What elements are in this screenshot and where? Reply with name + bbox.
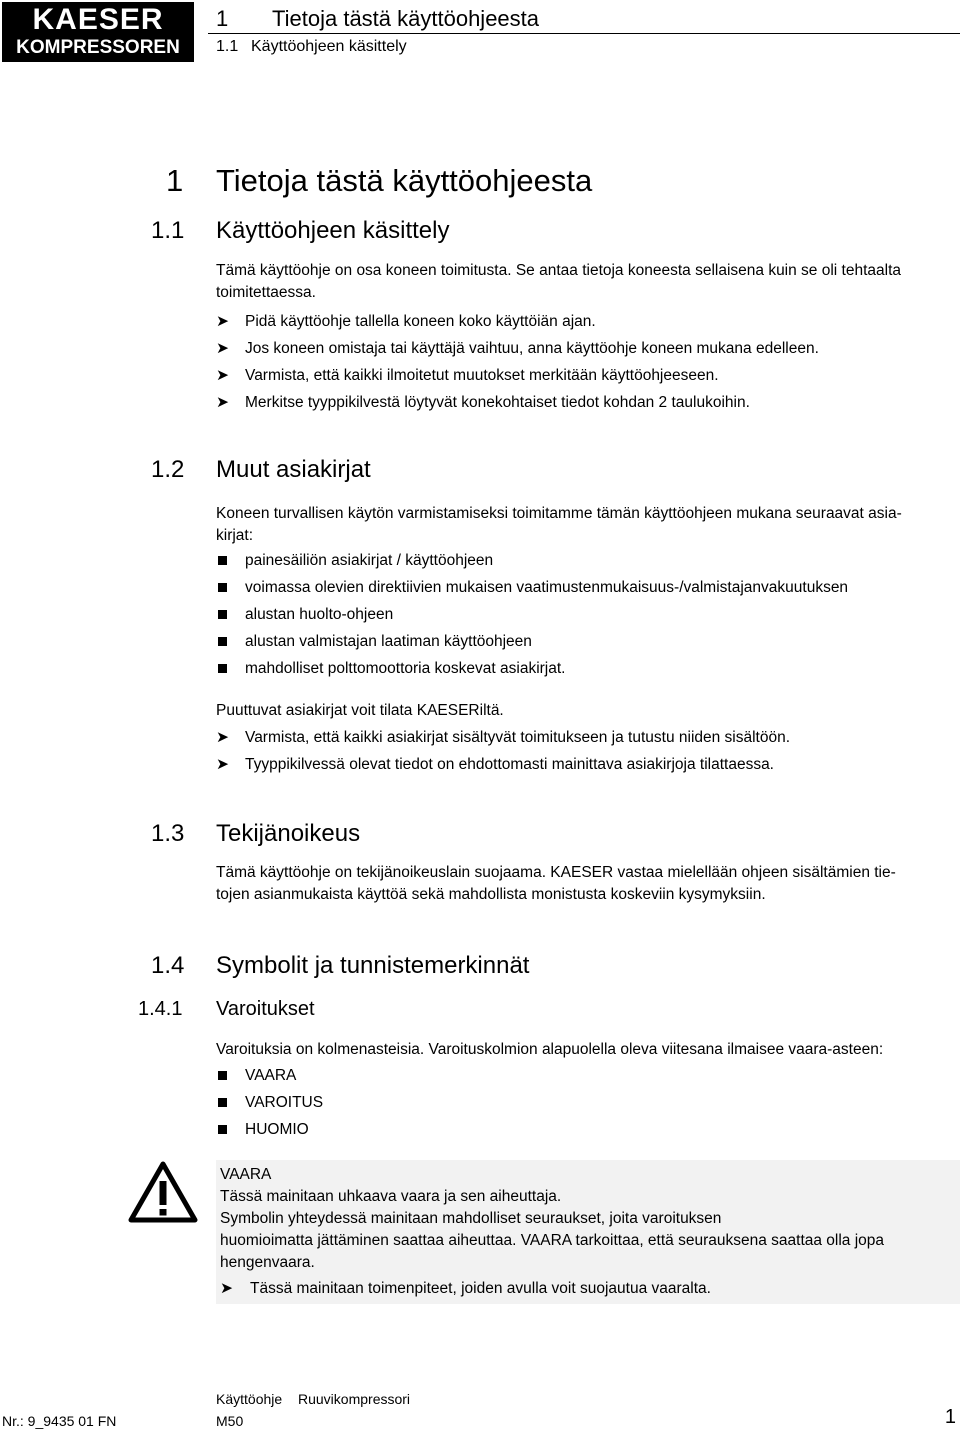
section-1-4-title: Symbolit ja tunnistemerkinnät (216, 952, 530, 979)
header-rule (208, 33, 960, 34)
warning-line: Tässä mainitaan uhkaava vaara ja sen aiheuttaja. (220, 1188, 562, 1205)
list-item (216, 601, 960, 628)
list-item (216, 389, 960, 416)
intro-line: toimitettaessa. (216, 284, 316, 301)
warning-line: hengenvaara. (220, 1254, 315, 1271)
list-item-text: VAROITUS (245, 1094, 324, 1111)
missing-documents-text: Puuttuvat asiakirjat voit tilata KAESERiltä. (216, 702, 504, 719)
list-item (216, 751, 960, 778)
list-item-text: Pidä käyttöohje tallella koneen koko käyttöiän ajan. (245, 313, 596, 330)
text-line: tojen asianmukaista käyttöä sekä mahdollista monistusta koskeviin kysymyksiin. (216, 886, 766, 903)
warning-measure-text: Tässä mainitaan toimenpiteet, joiden avulla voit suojautua vaaralta. (250, 1280, 711, 1297)
text-line: Tämä käyttöohje on tekijänoikeuslain suojaama. KAESER vastaa mielellään ohjeen sisältämien tie- (216, 864, 896, 881)
page-number: 1 (944, 1406, 956, 1428)
list-item (216, 1062, 960, 1089)
chapter-title: Tietoja tästä käyttöohjeesta (216, 163, 593, 198)
arrow-icon: ➤ (216, 367, 229, 384)
square-bullet-icon (218, 1098, 227, 1107)
section-1-4-1-title: Varoitukset (216, 998, 315, 1020)
arrow-icon: ➤ (216, 756, 229, 773)
list-item (216, 1116, 960, 1143)
header-section-title: Käyttöohjeen käsittely (251, 38, 407, 55)
list-item (216, 362, 960, 389)
warning-line: Symbolin yhteydessä mainitaan mahdolliset seuraukset, joita varoituksen (220, 1210, 722, 1227)
list-item (216, 1089, 960, 1116)
list-item-text: Jos koneen omistaja tai käyttäjä vaihtuu, anna käyttöohje koneen mukana edelleen. (245, 340, 819, 357)
section-1-3-title: Tekijänoikeus (216, 820, 361, 847)
section-1-2-number: 1.2 (151, 456, 185, 483)
section-1-2-title: Muut asiakirjat (216, 456, 371, 483)
list-item-text: mahdolliset polttomoottoria koskevat asiakirjat. (245, 660, 566, 677)
kaeser-logo (2, 2, 194, 62)
list-item (216, 724, 960, 751)
list-item-text: alustan huolto-ohjeen (245, 606, 394, 623)
section-1-2-intro (216, 503, 960, 547)
arrow-icon: ➤ (216, 340, 229, 357)
list-item (216, 628, 960, 655)
list-item-text: HUOMIO (245, 1121, 309, 1138)
intro-line: Tämä käyttöohje on osa koneen toimitusta. Se antaa tietoja koneesta sellaisena kuin se oli tehtaalta (216, 262, 902, 279)
list-item (216, 574, 960, 601)
list-item-text: Varmista, että kaikki ilmoitetut muutokset merkitään käyttöohjeeseen. (245, 367, 719, 384)
warning-triangle-icon (128, 1160, 198, 1224)
section-1-3-text (216, 862, 960, 906)
intro-line: kirjat: (216, 527, 254, 544)
header-chapter-title: Tietoja tästä käyttöohjeesta (272, 6, 540, 31)
square-bullet-icon (218, 583, 227, 592)
header-chapter-number: 1 (216, 6, 229, 31)
section-1-1-number: 1.1 (151, 217, 185, 244)
square-bullet-icon (218, 556, 227, 565)
chapter-number: 1 (166, 163, 184, 198)
list-item-text: alustan valmistajan laatiman käyttöohjeen (245, 633, 532, 650)
list-item-text: Varmista, että kaikki asiakirjat sisältyvät toimitukseen ja tutustu niiden sisältöön. (245, 729, 791, 746)
arrow-icon: ➤ (216, 729, 229, 746)
footer-doc-number: Nr.: 9_9435 01 FN (2, 1413, 117, 1429)
list-item-text: Merkitse tyyppikilvestä löytyvät konekohtaiset tiedot kohdan 2 taulukoihin. (245, 394, 750, 411)
square-bullet-icon (218, 664, 227, 673)
section-1-4-1-number: 1.4.1 (138, 998, 183, 1020)
square-bullet-icon (218, 1071, 227, 1080)
intro-line: Koneen turvallisen käytön varmistamiseksi toimitamme tämän käyttöohjeen mukana seuraavat asia- (216, 505, 902, 522)
list-item-text: painesäiliön asiakirjat / käyttöohjeen (245, 552, 494, 569)
section-1-1-intro (216, 260, 960, 304)
list-item-text: Tyyppikilvessä olevat tiedot on ehdottomasti mainittava asiakirjoja tilattaessa. (245, 756, 774, 773)
arrow-icon: ➤ (216, 394, 229, 411)
list-item (216, 655, 960, 682)
logo-line1: KAESER (32, 3, 164, 36)
section-1-1-title: Käyttöohjeen käsittely (216, 217, 450, 244)
footer-model: M50 (216, 1413, 244, 1429)
list-item (216, 547, 960, 574)
warning-measure (220, 1277, 956, 1301)
section-1-4-number: 1.4 (151, 952, 185, 979)
footer-product: Ruuvikompressori (298, 1391, 411, 1407)
warnings-intro: Varoituksia on kolmenasteisia. Varoituskolmion alapuolella oleva viitesana ilmaisee vaara-asteen: (216, 1041, 884, 1058)
section-1-3-number: 1.3 (151, 820, 185, 847)
list-item (216, 308, 960, 335)
arrow-icon: ➤ (216, 313, 229, 330)
list-item-text: voimassa olevien direktiivien mukaisen vaatimustenmukaisuus-/valmistajanvakuutuksen (245, 579, 849, 596)
square-bullet-icon (218, 1125, 227, 1134)
square-bullet-icon (218, 610, 227, 619)
list-item (216, 335, 960, 362)
header-section-number: 1.1 (216, 38, 239, 55)
warning-line: huomioimatta jättäminen saattaa aiheuttaa. VAARA tarkoittaa, että seurauksena saattaa olla jopa (220, 1232, 885, 1249)
warning-signal-word: VAARA (220, 1166, 272, 1183)
arrow-icon: ➤ (220, 1280, 233, 1297)
footer-doc-type: Käyttöohje (216, 1391, 283, 1407)
square-bullet-icon (218, 637, 227, 646)
logo-line2: KOMPRESSOREN (16, 37, 180, 58)
list-item-text: VAARA (245, 1067, 297, 1084)
